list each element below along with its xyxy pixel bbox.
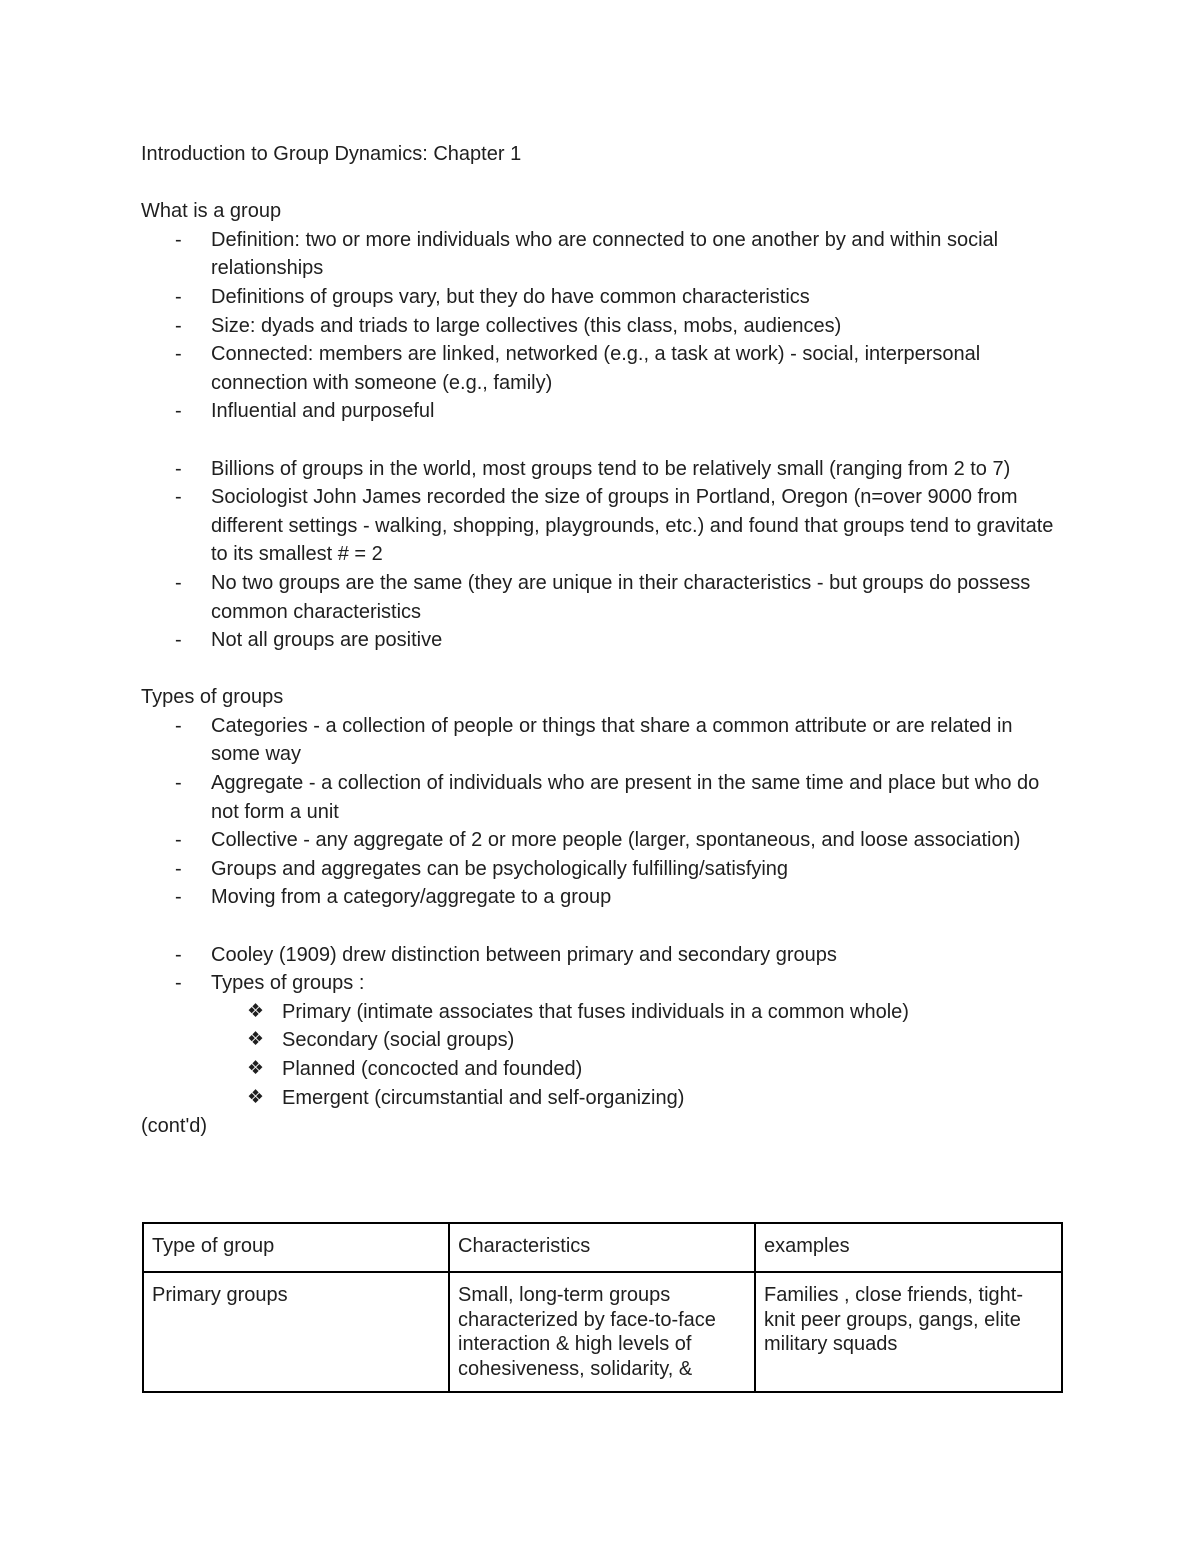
dash-marker: -: [175, 228, 182, 251]
section-heading-what-is-a-group: What is a group: [141, 200, 282, 223]
spacer: [141, 426, 1061, 455]
dash-marker: -: [175, 343, 182, 366]
dash-marker: -: [175, 457, 182, 480]
list-item: - Definitions of groups vary, but they do have common characteristics: [141, 283, 1061, 312]
types-of-groups-list: [141, 712, 1061, 912]
dash-marker: -: [175, 285, 182, 308]
list-item: - Influential and purposeful: [141, 397, 1061, 426]
list-item: - Not all groups are positive: [141, 626, 1061, 655]
dash-marker: -: [175, 714, 182, 737]
dash-marker: -: [175, 314, 182, 337]
cooley-list: [141, 941, 1061, 998]
diamond-bullet-icon: ❖: [247, 1058, 265, 1079]
group-size-list: [141, 455, 1061, 655]
list-item: - Categories - a collection of people or things that share a common attribute or are related in some way: [141, 712, 1061, 769]
sub-list-item: ❖ Planned (concocted and founded): [141, 1055, 1061, 1084]
dash-marker: -: [175, 943, 182, 966]
sub-list-item: ❖ Emergent (circumstantial and self-organizing): [141, 1084, 1061, 1113]
diamond-bullet-icon: ❖: [247, 1029, 265, 1051]
dash-marker: -: [175, 886, 182, 909]
table-header-row: [143, 1223, 1062, 1272]
list-item: - Connected: members are linked, networked (e.g., a task at work) - social, interpersonal connection with someone (e.g., family): [141, 340, 1061, 397]
group-types-sublist: [141, 998, 1061, 1112]
dash-marker: -: [175, 829, 182, 852]
dash-marker: -: [175, 772, 182, 795]
table-header-cell: Type of group: [143, 1223, 449, 1272]
table-header-cell: examples: [755, 1223, 1062, 1272]
sub-list-item: ❖ Secondary (social groups): [141, 1026, 1061, 1055]
what-is-a-group-list: [141, 226, 1061, 426]
list-item: - Groups and aggregates can be psychologically fulfilling/satisfying: [141, 855, 1061, 884]
list-item: - Aggregate - a collection of individuals who are present in the same time and place but who do not form a unit: [141, 769, 1061, 826]
diamond-bullet-icon: ❖: [247, 1086, 265, 1108]
diamond-bullet-icon: ❖: [247, 1000, 265, 1022]
group-types-table: [142, 1222, 1063, 1393]
dash-marker: -: [175, 400, 182, 423]
list-item: - Definition: two or more individuals who are connected to one another by and within social relationships: [141, 226, 1061, 283]
table-cell: Families , close friends, tight-knit peer groups, gangs, elite military squads: [755, 1272, 1062, 1392]
dash-marker: -: [175, 629, 182, 652]
list-item: - Size: dyads and triads to large collectives (this class, mobs, audiences): [141, 312, 1061, 341]
table-header-cell: Characteristics: [449, 1223, 755, 1272]
document-body: [141, 140, 1061, 1141]
spacer: [141, 655, 1061, 684]
list-item: - Cooley (1909) drew distinction between primary and secondary groups: [141, 941, 1061, 970]
continued-note: (cont'd): [141, 1115, 208, 1138]
table-cell: Primary groups: [143, 1272, 449, 1392]
list-item: - Moving from a category/aggregate to a group: [141, 883, 1061, 912]
dash-marker: -: [175, 486, 182, 509]
dash-marker: -: [175, 857, 182, 880]
list-item: - No two groups are the same (they are unique in their characteristics - but groups do possess common characteristics: [141, 569, 1061, 626]
dash-marker: -: [175, 972, 182, 995]
spacer: [141, 912, 1061, 941]
list-item: - Sociologist John James recorded the size of groups in Portland, Oregon (n=over 9000 from different settings - walking, shopping, playgrounds, etc.) and found that groups tend to gravitate to its smallest # = 2: [141, 483, 1061, 569]
page-title: Introduction to Group Dynamics: Chapter 1: [141, 143, 522, 165]
list-item: - Billions of groups in the world, most groups tend to be relatively small (ranging from 2 to 7): [141, 455, 1061, 484]
table-row: [143, 1272, 1062, 1392]
table-cell: Small, long-term groups characterized by face-to-face interaction & high levels of cohesiveness, solidarity, &: [449, 1272, 755, 1392]
sub-list-item: ❖ Primary (intimate associates that fuses individuals in a common whole): [141, 998, 1061, 1027]
section-heading-types-of-groups: Types of groups: [141, 686, 284, 709]
dash-marker: -: [175, 571, 182, 594]
list-item: - Types of groups :: [141, 969, 1061, 998]
spacer: [141, 169, 1061, 198]
list-item: - Collective - any aggregate of 2 or more people (larger, spontaneous, and loose association): [141, 826, 1061, 855]
